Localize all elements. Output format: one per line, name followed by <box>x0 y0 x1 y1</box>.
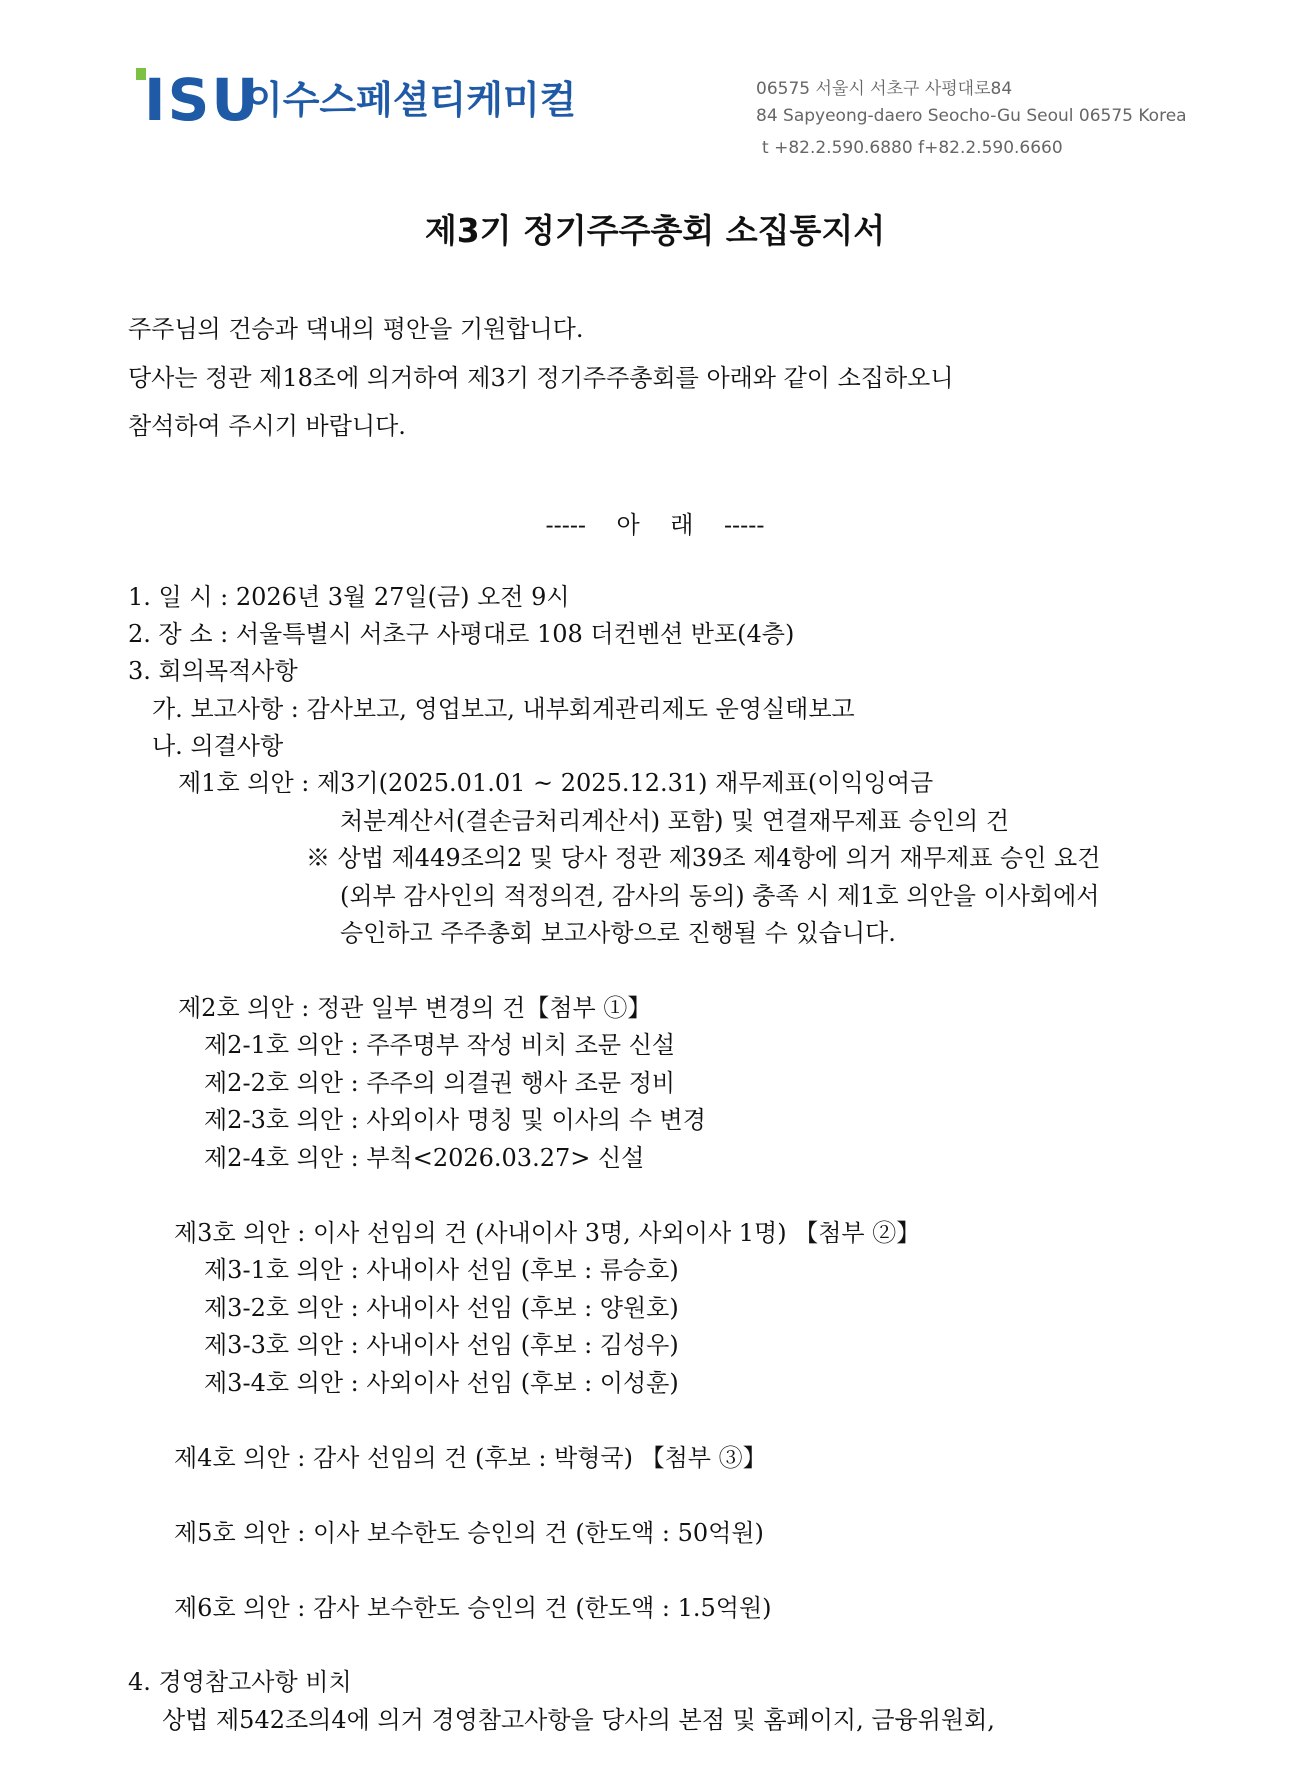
agenda2: 제2호 의안 : 정관 일부 변경의 건【첨부 ①】 <box>178 994 652 1022</box>
meeting-place: 2. 장 소 : 서울특별시 서초구 사평대로 108 더컨벤션 반포(4층) <box>128 620 795 648</box>
resolution-heading: 나. 의결사항 <box>152 732 284 760</box>
document-title: 제3기 정기주주총회 소집통지서 <box>424 211 886 250</box>
agenda3-sub-3: 제3-3호 의안 : 사내이사 선임 (후보 : 김성우) <box>204 1331 679 1359</box>
agenda2-sub-2: 제2-2호 의안 : 주주의 의결권 행사 조문 정비 <box>204 1069 676 1097</box>
agenda3-sub-1: 제3-1호 의안 : 사내이사 선임 (후보 : 류승호) <box>204 1256 679 1284</box>
phone-fax: t +82.2.590.6880 f+82.2.590.6660 <box>762 138 1063 158</box>
logo-isu-text: ISU <box>144 66 261 134</box>
address-korean: 06575 서울시 서초구 사평대로84 <box>756 79 1013 99</box>
agenda2-sub-1: 제2-1호 의안 : 주주명부 작성 비치 조문 신설 <box>204 1031 676 1059</box>
agenda3-sub-2: 제3-2호 의안 : 사내이사 선임 (후보 : 양원호) <box>204 1294 679 1322</box>
agenda4: 제4호 의안 : 감사 선임의 건 (후보 : 박형국) 【첨부 ③】 <box>174 1444 767 1472</box>
agenda1-note-3: 승인하고 주주총회 보고사항으로 진행될 수 있습니다. <box>340 919 896 947</box>
company-logo <box>136 62 577 138</box>
mgmt-reference-heading: 4. 경영참고사항 비치 <box>128 1668 352 1696</box>
agenda1-line1: 제1호 의안 : 제3기(2025.01.01 ~ 2025.12.31) 재무제표(이익잉여금 <box>178 769 934 797</box>
logo-company-name: 이수스페셜티케미컬 <box>246 78 577 122</box>
agenda2-sub-4: 제2-4호 의안 : 부칙<2026.03.27> 신설 <box>204 1144 645 1172</box>
meeting-date: 1. 일 시 : 2026년 3월 27일(금) 오전 9시 <box>128 583 570 611</box>
section-heading: ----- 아 래 ----- <box>545 511 765 539</box>
agenda1-line2: 처분계산서(결손금처리계산서) 포함) 및 연결재무제표 승인의 건 <box>340 807 1010 835</box>
agenda1-note-2: (외부 감사인의 적정의견, 감사의 동의) 충족 시 제1호 의안을 이사회에서 <box>340 882 1100 910</box>
agenda3-sub-4: 제3-4호 의안 : 사외이사 선임 (후보 : 이성훈) <box>204 1369 679 1397</box>
agenda5: 제5호 의안 : 이사 보수한도 승인의 건 (한도액 : 50억원) <box>174 1519 764 1547</box>
agenda3: 제3호 의안 : 이사 선임의 건 (사내이사 3명, 사외이사 1명) 【첨부 ②】 <box>174 1219 921 1247</box>
agenda2-sub-3: 제2-3호 의안 : 사외이사 명칭 및 이사의 수 변경 <box>204 1106 706 1134</box>
report-items: 가. 보고사항 : 감사보고, 영업보고, 내부회계관리제도 운영실태보고 <box>152 695 855 723</box>
intro-line-3: 참석하여 주시기 바랍니다. <box>128 412 406 440</box>
intro-line-2: 당사는 정관 제18조에 의거하여 제3기 정기주주총회를 아래와 같이 소집하오니 <box>128 364 954 392</box>
agenda1-note-1: ※ 상법 제449조의2 및 당사 정관 제39조 제4항에 의거 재무제표 승인 요건 <box>306 844 1101 872</box>
agenda6: 제6호 의안 : 감사 보수한도 승인의 건 (한도액 : 1.5억원) <box>174 1594 772 1622</box>
address-english: 84 Sapyeong-daero Seocho-Gu Seoul 06575 Korea <box>756 106 1187 126</box>
agenda-heading: 3. 회의목적사항 <box>128 657 298 685</box>
intro-line-1: 주주님의 건승과 댁내의 평안을 기원합니다. <box>128 315 584 343</box>
mgmt-reference-text: 상법 제542조의4에 의거 경영참고사항을 당사의 본점 및 홈페이지, 금융위원회, <box>162 1706 995 1734</box>
